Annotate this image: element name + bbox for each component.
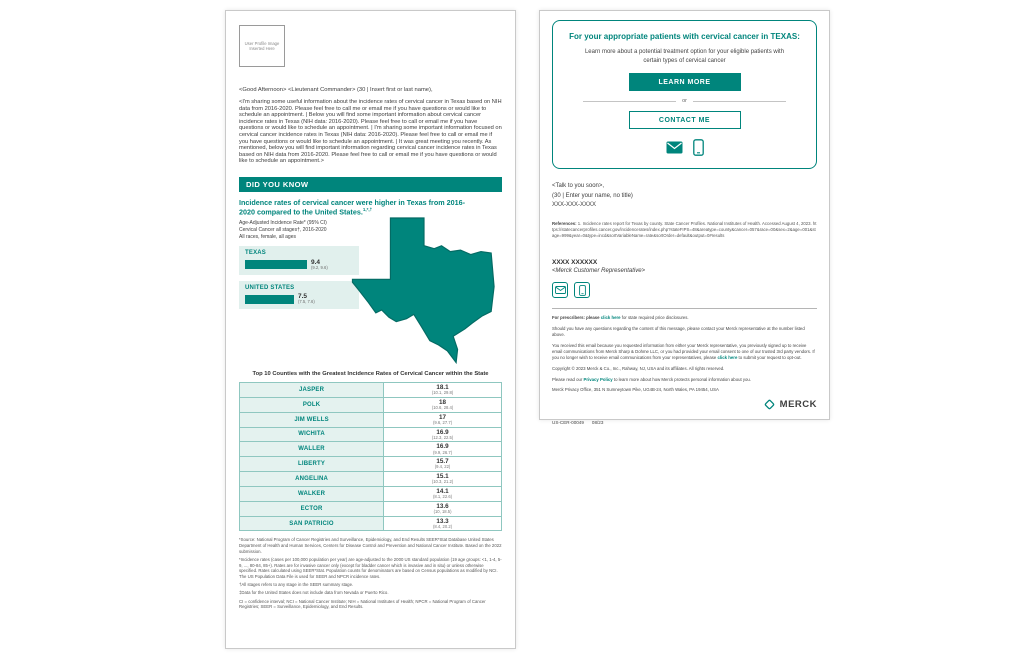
learn-more-button[interactable]: LEARN MORE [629, 73, 741, 91]
email-page-2 [539, 10, 830, 425]
county-ci: (10, 18.5) [433, 509, 452, 514]
county-rate: 13.3 [436, 517, 449, 525]
county-ci: (10.1, 29.8) [431, 390, 454, 396]
county-name: SAN PATRICIO [240, 516, 384, 531]
merck-logo-text: MERCK [779, 398, 817, 410]
county-rate: 16.9 [436, 428, 449, 436]
stat-headline: Incidence rates of cervical cancer were higher in Texas from 2016-2020 compared to the United States.$^{1,*,\dagger}$ [239, 198, 465, 217]
county-ci: (12.3, 22.5) [431, 434, 454, 440]
headline-superscript: 1,*,† [362, 207, 373, 213]
bar-label-texas: TEXAS [245, 250, 267, 257]
county-rate: 13.6 [436, 502, 449, 510]
texas-map-graphic [343, 218, 505, 364]
bar-chart [239, 246, 359, 315]
county-rate: 16.9 [436, 443, 449, 451]
county-name: ANGELINA [240, 472, 384, 487]
county-rate: 14.1 [436, 487, 449, 495]
county-table-title: Top 10 Counties with the Greatest Incidence Rates of Cervical Cancer within the State [252, 371, 489, 378]
privacy-office-address: Merck Privacy Office, 351 N Sumneytown Pike, UG4B-24, North Wales, PA 19454, USA [552, 387, 719, 393]
bar-card-us [239, 281, 359, 309]
county-row [240, 412, 502, 427]
questions-note: Should you have any questions regarding the content of this message, please contact your Merck representative at the number listed above. [552, 325, 805, 337]
county-name: WALKER [240, 486, 384, 501]
incidence-chart [239, 220, 502, 366]
county-ci: (10.6, 28.4) [431, 405, 454, 411]
references [552, 221, 817, 239]
rep-title: <Merck Customer Representative> [552, 268, 646, 274]
legal-block [552, 315, 817, 393]
county-name: JIM WELLS [240, 412, 384, 427]
county-row [240, 442, 502, 457]
county-row [240, 457, 502, 472]
county-row [240, 516, 502, 531]
footnote: ‡Data for the United States does not include data from Nevada or Puerto Rico. [239, 590, 389, 596]
prescriber-disclosure: For prescribers: please click here for state required price disclosures. [552, 315, 689, 320]
cta-body: Learn more about a potential treatment option for your eligible patients with certain types of cervical cancer [584, 49, 785, 64]
chart-subtitle: Cervical Cancer all stages†, 2016-2020 [239, 227, 327, 234]
or-divider [583, 98, 786, 104]
signoff-block [552, 182, 817, 211]
county-row [240, 486, 502, 501]
price-disclosure-link[interactable]: click here [600, 315, 621, 320]
bar-card-texas [239, 246, 359, 274]
copyright-line: Copyright © 2023 Merck & Co., Inc., Rahway, NJ, USA and its affiliates. All rights reserved. [552, 365, 725, 371]
email-icon [555, 286, 566, 294]
county-ci: (10.3, 21.2) [431, 479, 454, 485]
footnote: CI = confidence interval; NCI = National Cancer Institute; NIH = National Institutes of Health; NPCR = National Program of Cancer Registries; SEER = Surveillance, Epidemiology, and End Results. [239, 598, 486, 610]
phone-icon-button[interactable] [574, 282, 590, 298]
county-rate: 15.1 [436, 473, 449, 481]
email-icon[interactable] [666, 141, 683, 154]
county-rate: 17 [439, 413, 447, 421]
footnote: *Incidence rates (cases per 100,000 population per year) are age-adjusted to the 2000 US standard population (19 age groups: <1, 1-4, 5-9, ..., 80-84, 85+). Rates are for invasive cancer only (except for bladder cancer which is invasive and in situ) or unless otherwise specified. Rates calculated using SEER*Stat. Population counts for denominators are based on Census populations as modified by NCI. The US Population Data File is used for SEER and NPCR incidence rates. [239, 556, 502, 579]
county-ci: (9.9, 26.7) [433, 449, 453, 455]
phone-icon [579, 285, 586, 296]
county-row [240, 501, 502, 516]
profile-image-placeholder[interactable] [239, 25, 285, 67]
email-page-1 [225, 10, 516, 649]
county-row [240, 383, 502, 398]
references-label: References: [552, 220, 577, 226]
phone-icon[interactable] [693, 139, 704, 156]
contact-me-button[interactable]: CONTACT ME [629, 111, 741, 129]
did-you-know-banner: DID YOU KNOW [239, 177, 502, 192]
county-ci: (9.4, 22) [434, 464, 451, 470]
chart-title: Age-Adjusted Incidence Rate* (95% CI) [239, 220, 327, 227]
county-name: WICHITA [240, 427, 384, 442]
county-ci: (8.1, 22.6) [433, 494, 453, 500]
privacy-policy-link[interactable]: Privacy Policy [583, 376, 613, 382]
footnote: *Source: National Program of Cancer Registries and Surveillance, Epidemiology, and End Results SEER*Stat Database United States Department of Health and Human Services, Centers for Disease Control and Prevention and National Cancer Institute. Based on the 2022 submission. [239, 537, 502, 554]
or-label: or [682, 98, 687, 105]
texas-ci: (9.2, 9.6) [311, 265, 328, 271]
optout-link[interactable]: click here [717, 355, 738, 361]
us-rate: 7.5 [298, 293, 308, 301]
bar-label-us: UNITED STATES [245, 284, 295, 291]
rep-name-placeholder: XXXX XXXXXX [552, 259, 598, 266]
county-name: WALLER [240, 442, 384, 457]
job-code: US-CER-00049 08/23 [552, 419, 604, 425]
texas-bar [245, 260, 307, 269]
optout-note: You received this email because you requested information from either your Merck representative, you previously signed up to receive email communications from Merck Sharp & Dohme LLC, or you had provided your email consent to one of our trusted 3rd party vendors. If you no longer wish to receive email communications from your representatives, please click here to submit your request to opt-out. [552, 342, 815, 361]
signoff-phone-placeholder: XXX-XXX-XXXX [552, 202, 597, 209]
footnote: †All stages refers to any stage in the SEER summary stage. [239, 582, 354, 588]
county-ci: (9.6, 27.7) [433, 419, 453, 425]
county-row [240, 427, 502, 442]
legal-divider [552, 308, 817, 309]
privacy-note: Please read our Privacy Policy to learn more about how Merck protects personal information about you. [552, 376, 751, 382]
cta-title: For your appropriate patients with cervical cancer in TEXAS: [569, 32, 800, 41]
email-icon-button[interactable] [552, 282, 568, 298]
county-ci: (8.4, 20.2) [433, 523, 453, 529]
county-name: LIBERTY [240, 457, 384, 472]
chart-population: All races, female, all ages [239, 233, 296, 240]
county-rate: 18 [439, 398, 447, 406]
email-body-copy: <I'm sharing some useful information about the incidence rates of cervical cancer in Texas based on NIH data from 2016-2020. Please feel free to call me or email me if you have questions or would like to schedule an appointment. | Below you will find some important information about cervical cancer incidence rates in Texas (NIH data: 2016-2020). Please feel free to call or email me if you have questions or would like to schedule an appointment. | I'm sharing some important information focused on cervical cancer incidence rates in Texas (NIH data: 2016-2020). Please feel free to call or email me if you have questions or would like to schedule an appointment. | It was great meeting you recently. As mentioned, below you will find important information regarding cervical cancer incidence rates in Texas based on NIH data from 2016-2020. Please feel free to call or email me if you have questions or would like to schedule an appointment.> [239, 99, 502, 165]
county-row [240, 472, 502, 487]
top-counties-table [239, 382, 502, 531]
county-name: POLK [240, 397, 384, 412]
cta-box [552, 20, 817, 169]
county-row [240, 397, 502, 412]
county-name: ECTOR [240, 501, 384, 516]
signoff-line: <Talk to you soon>, [552, 183, 605, 190]
profile-placeholder-label: User Profile Image Inserted Here [244, 40, 280, 51]
us-ci: (7.5, 7.6) [298, 299, 315, 305]
references-text: 1. Incidence rates report for Texas by county. State Cancer Profiles. National Institutes of Health. Accessed August 4, 2023. https://statecancerprofiles.cancer.gov/incidencerates/index.php?stateFIPS=48&areatype=county&cancer=057&race=00&sex=2&age=001&stage=999&year=0&type=incd&sortVariableName=rate&sortOrder=default&output=0#results [552, 220, 817, 238]
greeting-line: <Good Afternoon> <Lieutenant Commander> (30 | Insert first or last name), [239, 87, 433, 93]
signoff-name-placeholder: (30 | Enter your name, no title) [552, 192, 633, 199]
us-bar [245, 295, 294, 304]
merck-logo [552, 398, 817, 411]
footnotes [239, 537, 502, 609]
rep-block [552, 259, 817, 298]
county-name: JASPER [240, 383, 384, 398]
texas-rate: 9.4 [311, 258, 321, 266]
county-rate: 15.7 [436, 458, 449, 466]
county-rate: 18.1 [436, 384, 449, 392]
merck-logo-icon [763, 398, 776, 411]
